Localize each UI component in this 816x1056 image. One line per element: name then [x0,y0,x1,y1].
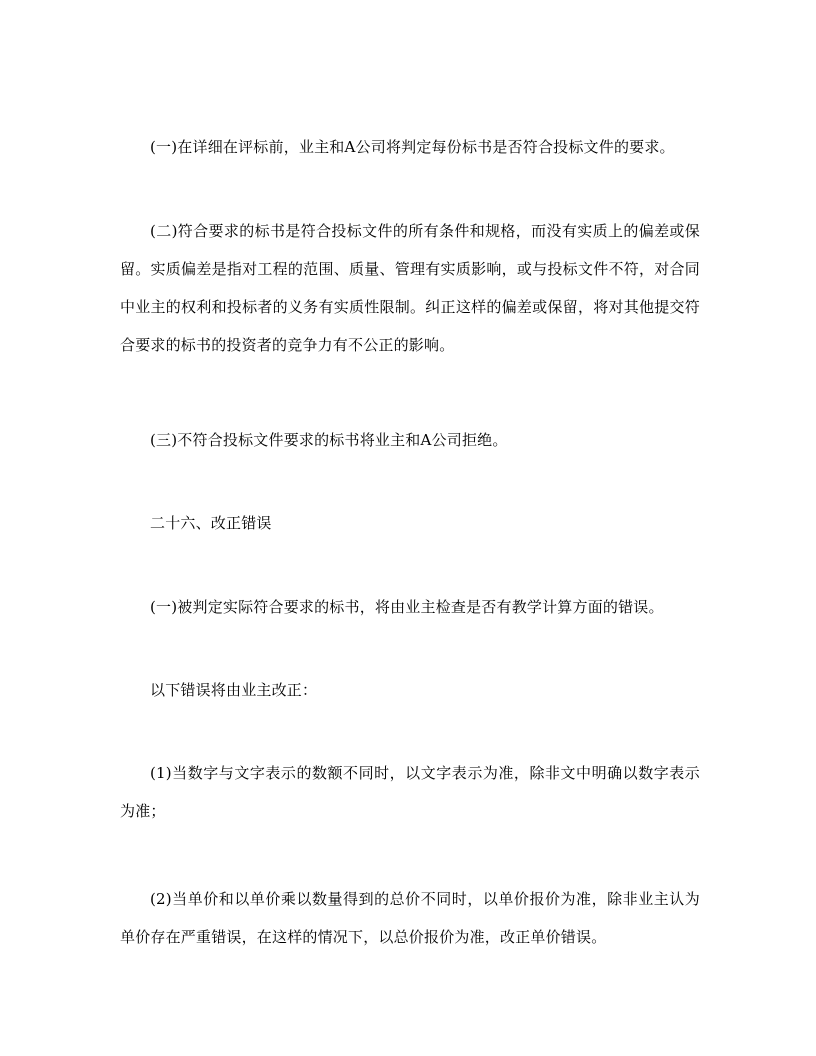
paragraph-corrections-intro: 以下错误将由业主改正： [150,681,318,699]
paragraph-conforming-bid-definition: (二)符合要求的标书是符合投标文件的所有条件和规格，而没有实质上的偏差或保留。实质偏差是指对工程的范围、质量、管理有实质影响，或与投标文件不符，对合同中业主的权利和投标者的义务有实质性限制。纠正这样的偏差或保留，将对其他提交符合要求的标书的投资者的竞争力有不公正的影响。 [120,222,700,354]
paragraph-arithmetic-check: (一)被判定实际符合要求的标书，将由业主检查是否有教学计算方面的错误。 [150,598,664,616]
paragraph-review-before-evaluation: (一)在详细在评标前，业主和A公司将判定每份标书是否符合投标文件的要求。 [150,138,675,156]
paragraph-nonconforming-rejection: (三)不符合投标文件要求的标书将业主和A公司拒绝。 [150,431,508,449]
paragraph-rule-words-vs-numbers: (1)当数字与文字表示的数额不同时，以文字表示为准，除非文中明确以数字表示为准； [120,764,700,820]
section-heading-error-correction: 二十六、改正错误 [150,514,272,532]
paragraph-rule-unit-price: (2)当单价和以单价乘以数量得到的总价不同时，以单价报价为准，除非业主认为单价存在严重错误，在这样的情况下，以总价报价为准，改正单价错误。 [120,890,700,946]
